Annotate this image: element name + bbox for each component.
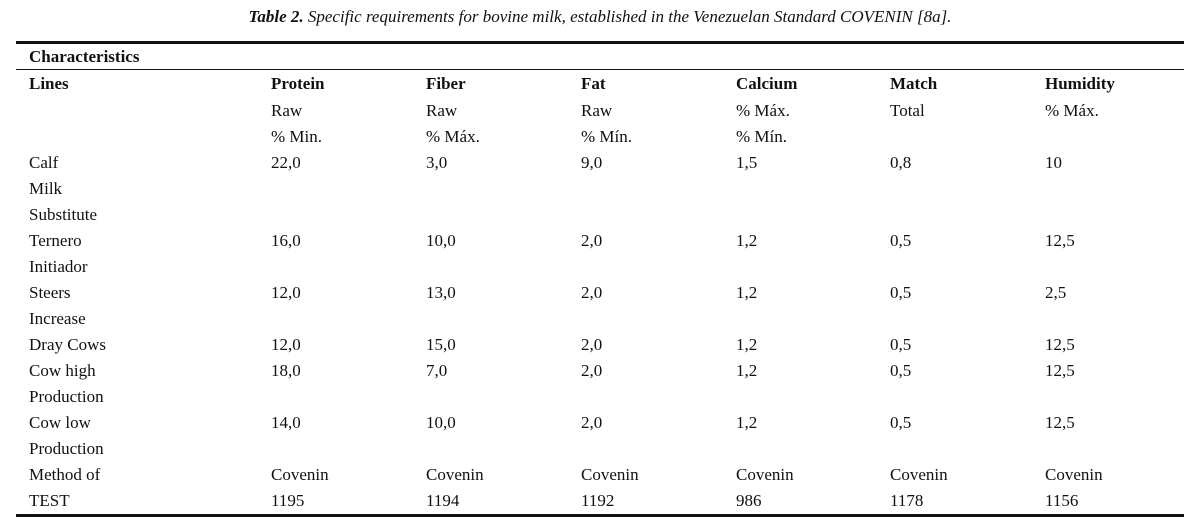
caption-lead: Table 2. [248, 7, 304, 26]
table-cell: 1,2 [736, 231, 758, 250]
table-cell: 0,5 [890, 413, 912, 432]
method-cell: 1195 [271, 491, 305, 510]
table-cell: 12,0 [271, 283, 301, 302]
table-cell: 1,5 [736, 153, 758, 172]
row-label: Production [29, 387, 104, 406]
column-header-match: Match [890, 74, 938, 93]
bottom-rule [16, 514, 1184, 517]
method-label: TEST [29, 491, 70, 510]
column-header-fat: Fat [581, 74, 606, 93]
table-cell: 9,0 [581, 153, 603, 172]
table-cell: 16,0 [271, 231, 301, 250]
table-cell: 10 [1045, 153, 1062, 172]
table-cell: 15,0 [426, 335, 456, 354]
unit-cell: % Máx. [1045, 101, 1099, 120]
row-label: Increase [29, 309, 86, 328]
unit-cell: % Máx. [736, 101, 790, 120]
table-cell: 2,0 [581, 361, 603, 380]
table-cell: 0,8 [890, 153, 912, 172]
method-cell: Covenin [890, 465, 948, 484]
table-cell: 12,5 [1045, 335, 1075, 354]
unit-cell: Total [890, 101, 925, 120]
row-label: Dray Cows [29, 335, 106, 354]
column-header-protein: Protein [271, 74, 325, 93]
row-label: Substitute [29, 205, 98, 224]
group-header: Characteristics [29, 47, 140, 66]
column-header-lines: Lines [29, 74, 69, 93]
table-cell: 0,5 [890, 231, 912, 250]
row-label: Milk [29, 179, 63, 198]
table-cell: 12,5 [1045, 413, 1075, 432]
table-cell: 2,5 [1045, 283, 1067, 302]
unit-cell: Raw [271, 101, 303, 120]
method-label: Method of [29, 465, 101, 484]
unit-cell: Raw [426, 101, 458, 120]
column-header-humidity: Humidity [1045, 74, 1115, 93]
table-cell: 22,0 [271, 153, 301, 172]
table-cell: 10,0 [426, 231, 456, 250]
method-cell: Covenin [581, 465, 639, 484]
table-cell: 18,0 [271, 361, 301, 380]
table-caption [0, 7, 1200, 27]
row-label: Production [29, 439, 104, 458]
table-cell: 0,5 [890, 335, 912, 354]
row-label: Initiador [29, 257, 88, 276]
row-label: Steers [29, 283, 71, 302]
table-cell: 2,0 [581, 335, 603, 354]
table-cell: 2,0 [581, 413, 603, 432]
table-cell: 13,0 [426, 283, 456, 302]
table-cell: 12,5 [1045, 361, 1075, 380]
table-cell: 0,5 [890, 283, 912, 302]
unit-cell: Raw [581, 101, 613, 120]
table-cell: 7,0 [426, 361, 448, 380]
table-cell: 10,0 [426, 413, 456, 432]
column-header-fiber: Fiber [426, 74, 466, 93]
row-label: Calf [29, 153, 59, 172]
column-header-calcium: Calcium [736, 74, 798, 93]
table-cell: 12,0 [271, 335, 301, 354]
method-cell: 1194 [426, 491, 460, 510]
method-cell: Covenin [736, 465, 794, 484]
method-cell: 1178 [890, 491, 924, 510]
top-rule [16, 41, 1184, 44]
table-cell: 1,2 [736, 413, 758, 432]
caption-text: Specific requirements for bovine milk, established in the Venezuelan Standard COVENIN [8a]. [303, 7, 952, 26]
group-header-rule [16, 69, 1184, 70]
table-cell: 3,0 [426, 153, 448, 172]
table-cell: 2,0 [581, 283, 603, 302]
method-cell: 1156 [1045, 491, 1079, 510]
row-label: Ternero [29, 231, 82, 250]
method-cell: Covenin [271, 465, 329, 484]
table-cell: 1,2 [736, 361, 758, 380]
table-cell: 0,5 [890, 361, 912, 380]
method-cell: Covenin [426, 465, 484, 484]
unit-cell: % Min. [271, 127, 322, 146]
table-cell: 1,2 [736, 283, 758, 302]
unit-cell: % Mín. [736, 127, 787, 146]
table-cell: 14,0 [271, 413, 301, 432]
table-cell: 1,2 [736, 335, 758, 354]
unit-cell: % Mín. [581, 127, 632, 146]
table-cell: 2,0 [581, 231, 603, 250]
method-cell: 1192 [581, 491, 615, 510]
row-label: Cow low [29, 413, 91, 432]
row-label: Cow high [29, 361, 96, 380]
method-cell: 986 [736, 491, 762, 510]
unit-cell: % Máx. [426, 127, 480, 146]
table-cell: 12,5 [1045, 231, 1075, 250]
method-cell: Covenin [1045, 465, 1103, 484]
